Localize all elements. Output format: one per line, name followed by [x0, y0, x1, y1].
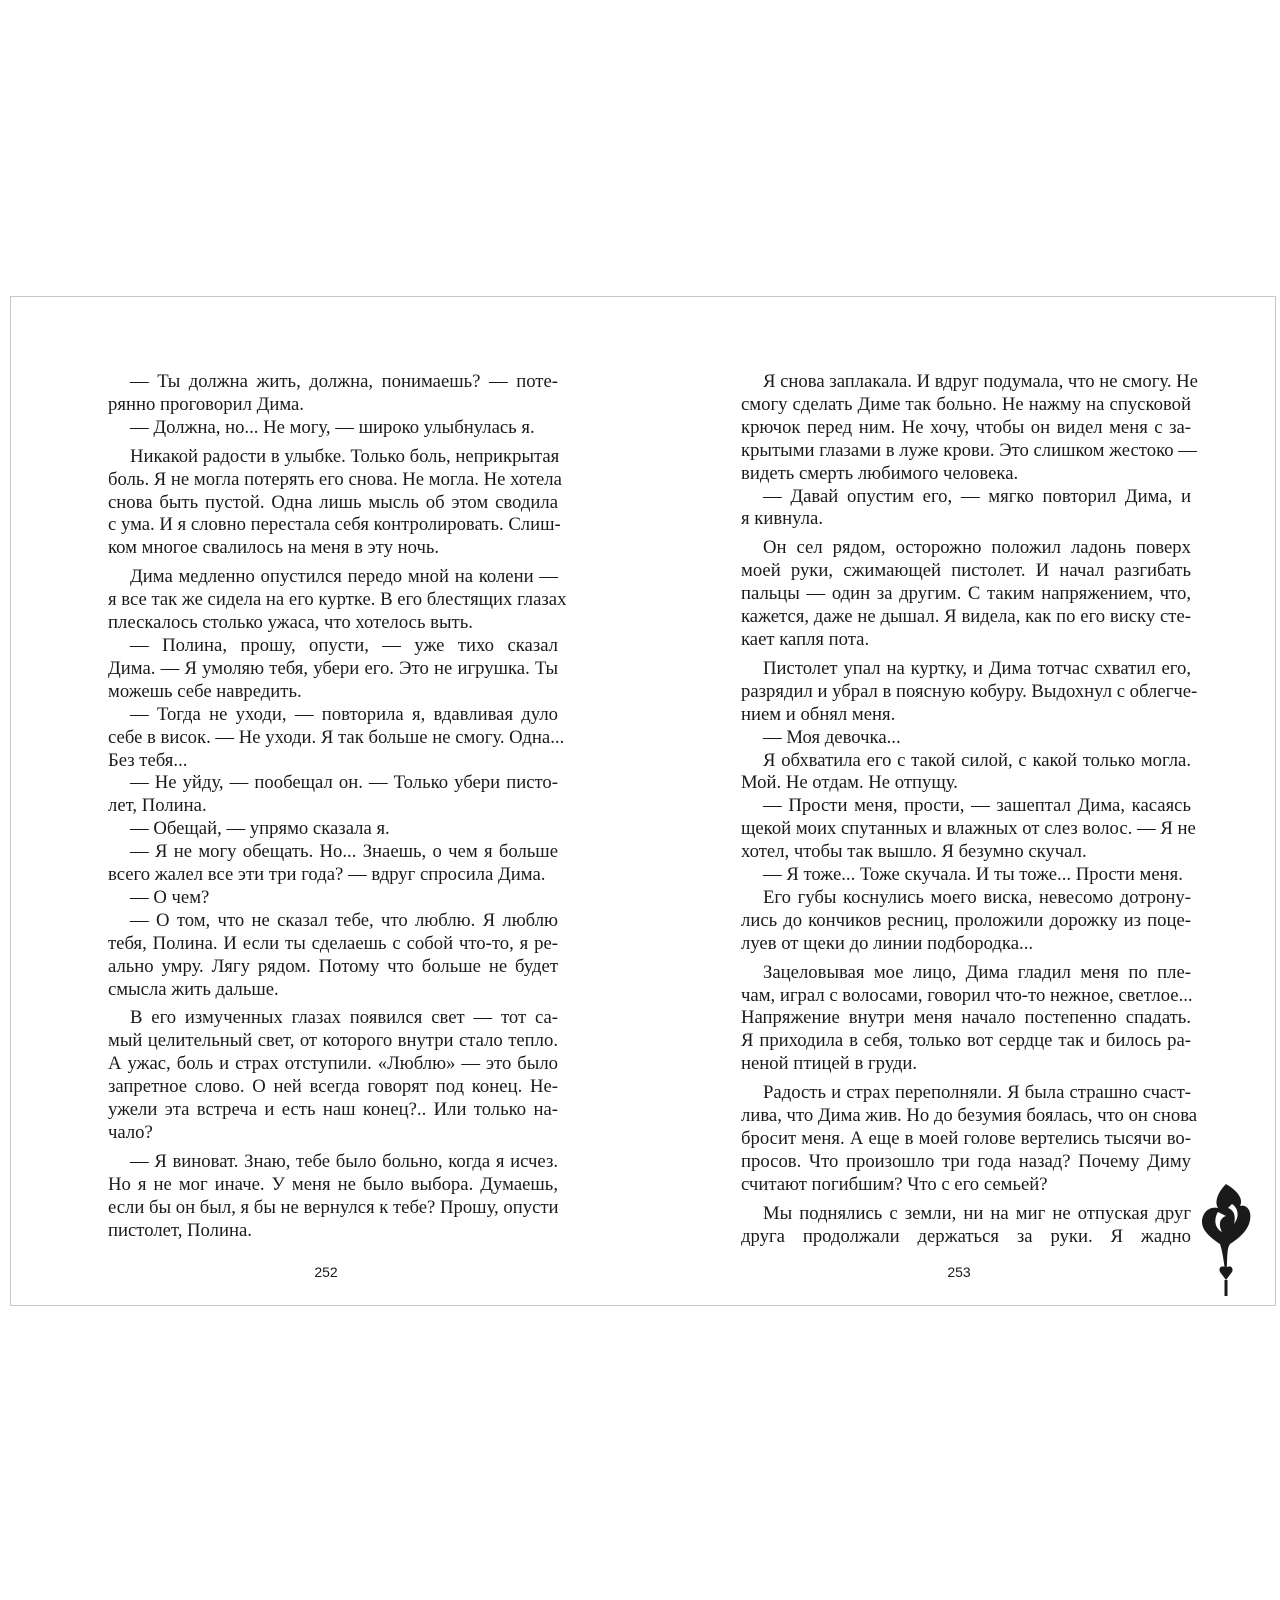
text-line: смогу сделать Диме так больно. Не нажму на спусковой [741, 393, 1191, 415]
text-line: — Не уйду, — пообещал он. — Только убери писто- [130, 772, 558, 794]
heart-scroll-ornament-icon [1196, 1180, 1256, 1300]
text-line: — Прости меня, прости, — зашептал Дима, касаясь [763, 795, 1191, 817]
text-line: пистолет, Полина. [108, 1219, 252, 1241]
text-line: Я обхватила его с такой силой, с какой только могла. [763, 749, 1191, 771]
paragraph [86, 417, 558, 440]
paragraph [719, 371, 1198, 486]
text-line: бросит меня. А еще в моей голове вертелись тысячи во- [741, 1128, 1191, 1149]
text-line: — Тогда не уходи, — повторила я, вдавливая дуло [130, 703, 558, 725]
text-line: Радость и страх переполняли. Я была страшно счаст- [763, 1082, 1191, 1104]
text-line: луев от щеки до линии подбородка... [741, 932, 1034, 954]
text-line: — О чем? [130, 886, 210, 908]
text-line: Дима. — Я умоляю тебя, убери его. Это не игрушка. Ты [108, 657, 558, 679]
text-line: — О том, что не сказал тебе, что люблю. Я люблю [130, 909, 558, 931]
text-line: лет, Полина. [108, 795, 207, 817]
text-line: чам, играл с волосами, говорил что-то нежное, светлое... [741, 984, 1193, 1006]
text-line: Пистолет упал на куртку, и Дима тотчас схватил его, [763, 657, 1191, 679]
text-line: — Полина, прошу, опусти, — уже тихо сказал [130, 634, 558, 656]
paragraph [719, 727, 1191, 750]
text-line: друга продолжали держаться за руки. Я жадно [741, 1225, 1191, 1247]
right-page-text [719, 371, 1198, 1249]
text-line: крытыми глазами в луже крови. Это слишком жестоко — [741, 439, 1197, 461]
text-line: пальцы — один за другим. С таким напряжением, что, [741, 583, 1191, 605]
text-line: — Должна, но... Не могу, — широко улыбнулась я. [130, 416, 535, 438]
text-line: Мы поднялись с земли, ни на миг не отпуская друг [763, 1202, 1191, 1224]
text-line: Мой. Не отдам. Не отпущу. [741, 772, 958, 794]
text-line: А ужас, боль и страх отступили. «Люблю» — это было [108, 1053, 558, 1075]
text-line: Но я не мог иначе. У меня не было выбора. Думаешь, [108, 1173, 558, 1195]
text-line: ком многое свалилось на меня в эту ночь. [108, 537, 440, 559]
paragraph [719, 864, 1191, 887]
paragraph [86, 703, 565, 773]
paragraph [719, 657, 1198, 727]
text-line: можешь себе навредить. [108, 680, 302, 702]
text-line: Я приходила в себя, только вот сердце так и билось ра- [741, 1030, 1191, 1052]
text-line: ально умру. Лягу рядом. Потому что больше не будет [108, 955, 558, 977]
paragraph [86, 1007, 558, 1144]
paragraph [86, 818, 558, 841]
paragraph [86, 445, 562, 561]
text-line: хотел, чтобы так вышло. Я безумно скучал. [741, 841, 1087, 863]
paragraph [719, 750, 1191, 796]
text-line: я кивнула. [741, 508, 823, 530]
text-line: снова быть пустой. Одна лишь мысль об этом сводила [108, 491, 558, 513]
text-line: — Обещай, — упрямо сказала я. [130, 818, 390, 840]
text-line: крючок перед ним. Не хочу, чтобы он видел меня с за- [741, 416, 1191, 438]
text-line: Дима медленно опустился передо мной на колени — [130, 566, 558, 588]
text-line: чало? [108, 1122, 153, 1143]
text-line: боль. Я не могла потерять его снова. Не могла. Не хотела [108, 468, 562, 490]
book-spread [10, 296, 1276, 1306]
text-line: тебя, Полина. И если ты сделаешь с собой что-то, я ре- [108, 932, 558, 954]
text-line: Без тебя... [108, 749, 188, 771]
text-line: — Я не могу обещать. Но... Знаешь, о чем я больше [130, 841, 558, 863]
text-line: ужели эта встреча и есть наш конец?.. Или только на- [108, 1099, 558, 1121]
text-line: кает капля пота. [741, 628, 870, 650]
paragraph [719, 486, 1191, 532]
page-number-right: 253 [947, 1264, 971, 1280]
text-line: я все так же сидела на его куртке. В его блестящих глазах [108, 589, 567, 611]
paragraph [719, 887, 1191, 956]
text-line: — Я виноват. Знаю, тебе было больно, когда я исчез. [130, 1150, 558, 1172]
text-line: Напряжение внутри меня начало постепенно спадать. [741, 1007, 1191, 1029]
text-line: видеть смерть любимого человека. [741, 462, 1019, 484]
text-line: смысла жить дальше. [108, 978, 279, 1000]
text-line: — Ты должна жить, должна, понимаешь? — поте- [130, 371, 558, 392]
text-line: разрядил и убрал в поясную кобуру. Выдохнул с облегче- [741, 680, 1198, 702]
text-line: лись до кончиков ресниц, проложили дорожку из поце- [741, 909, 1191, 931]
text-line: кажется, даже не дышал. Я видела, как по его виску сте- [741, 606, 1191, 628]
paragraph [86, 772, 558, 818]
text-line: плескалось столько ужаса, что хотелось выть. [108, 612, 473, 634]
text-line: если бы он был, я бы не вернулся к тебе? Прошу, опусти [108, 1196, 559, 1218]
text-line: моей руки, сжимающей пистолет. И начал разгибать [741, 560, 1191, 582]
text-line: — Я тоже... Тоже скучала. И ты тоже... Прости меня. [763, 864, 1183, 886]
paragraph [86, 887, 558, 910]
paragraph [719, 1082, 1198, 1197]
paragraph [86, 1151, 558, 1243]
text-line: Я снова заплакала. И вдруг подумала, что не смогу. Не [763, 371, 1198, 392]
left-page-text [86, 371, 567, 1243]
text-line: с ума. И я словно перестала себя контролировать. Слиш- [108, 514, 561, 536]
paragraph [86, 910, 558, 1002]
paragraph [719, 962, 1191, 1077]
text-line: всего жалел все эти три года? — вдруг спросила Дима. [108, 864, 546, 886]
text-line: мый целительный свет, от которого внутри стало тепло. [108, 1030, 558, 1052]
text-line: запретное слово. О ней всегда говорят под конец. Не- [108, 1076, 558, 1098]
text-line: — Моя девочка... [763, 726, 901, 748]
paragraph [719, 795, 1196, 864]
text-line: щекой моих спутанных и влажных от слез волос. — Я не [741, 818, 1196, 840]
text-line: себе в висок. — Не уходи. Я так больше не смогу. Одна... [108, 726, 565, 748]
paragraph [86, 635, 558, 704]
text-line: нием и обнял меня. [741, 703, 896, 725]
paragraph [86, 841, 558, 887]
text-line: лива, что Дима жив. Но до безумия боялась, что он снова [741, 1105, 1198, 1127]
text-line: — Давай опустим его, — мягко повторил Дима, и [763, 485, 1191, 507]
text-line: Никакой радости в улыбке. Только боль, неприкрытая [130, 445, 560, 467]
text-line: рянно проговорил Дима. [108, 393, 304, 415]
text-line: Зацеловывая мое лицо, Дима гладил меня по пле- [763, 961, 1191, 983]
paragraph [719, 1203, 1191, 1249]
paragraph [719, 537, 1191, 652]
paragraph [86, 371, 558, 417]
text-line: Он сел рядом, осторожно положил ладонь поверх [763, 537, 1191, 559]
text-line: неной птицей в груди. [741, 1053, 918, 1075]
page-number-left: 252 [314, 1264, 338, 1280]
text-line: просов. Что произошло три года назад? Почему Диму [741, 1150, 1191, 1172]
text-line: считают погибшим? Что с его семьей? [741, 1173, 1048, 1195]
paragraph [86, 566, 567, 635]
text-line: Его губы коснулись моего виска, невесомо дотрону- [763, 886, 1191, 908]
text-line: В его измученных глазах появился свет — тот са- [130, 1007, 558, 1029]
